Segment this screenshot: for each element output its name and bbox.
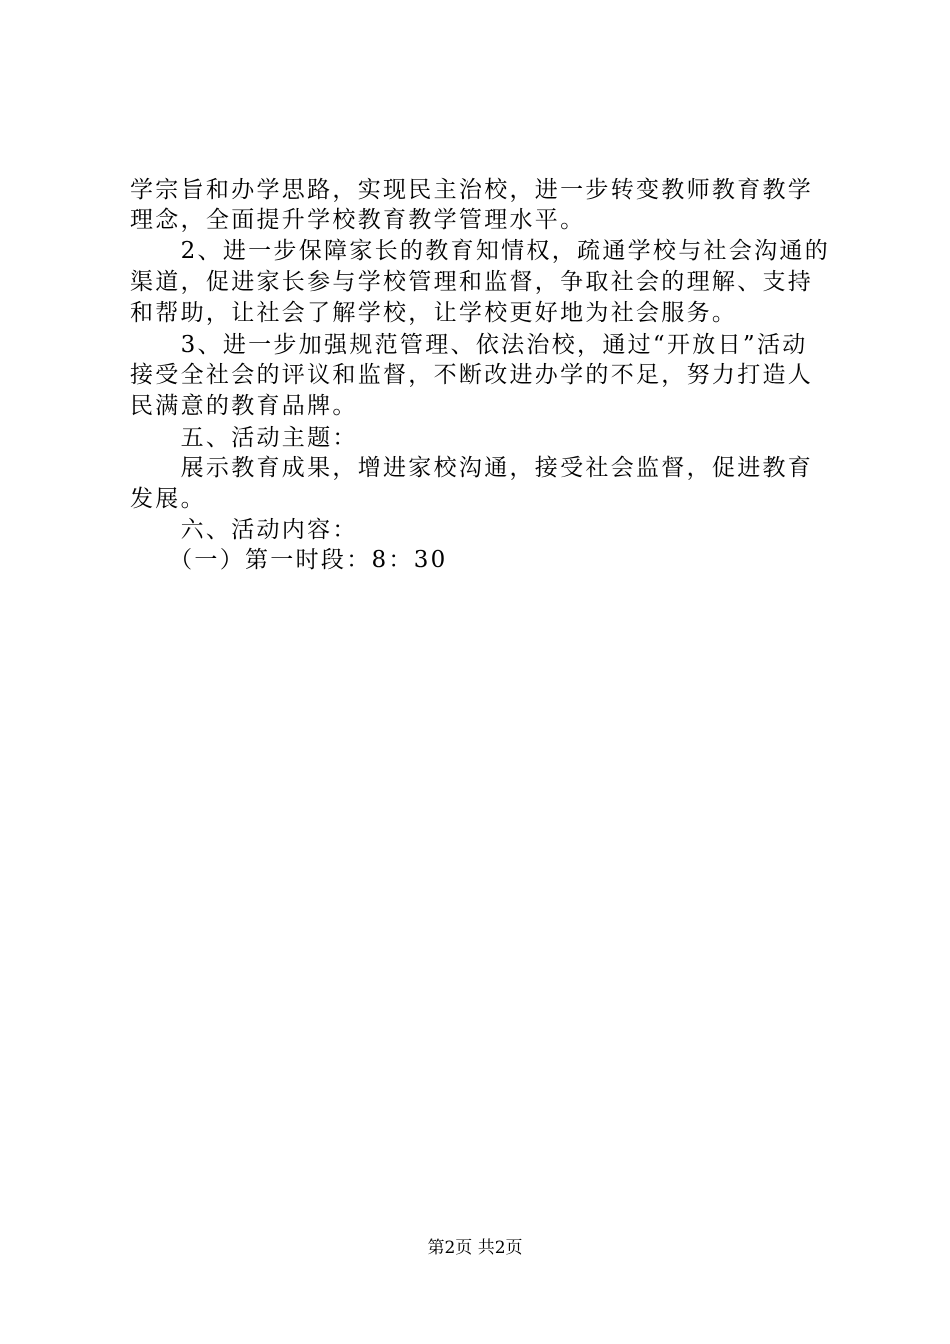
body-text-line: 和帮助，让社会了解学校，让学校更好地为社会服务。 <box>130 300 738 326</box>
body-text-line: 2、进一步保障家长的教育知情权，疏通学校与社会沟通的 <box>130 238 831 264</box>
body-text-line: 民满意的教育品牌。 <box>130 393 358 419</box>
subsection-heading: （一）第一时段：8：30 <box>130 547 448 573</box>
body-text-line: 展示教育成果，增进家校沟通，接受社会监督，促进教育 <box>130 455 814 481</box>
body-text-line: 渠道，促进家长参与学校管理和监督，争取社会的理解、支持 <box>130 269 814 295</box>
section-heading: 五、活动主题： <box>130 425 358 451</box>
body-text-line: 3、进一步加强规范管理、依法治校，通过“开放日”活动 <box>130 332 808 358</box>
body-text-line: 发展。 <box>130 486 206 512</box>
body-text-line: 接受全社会的评议和监督，不断改进办学的不足，努力打造人 <box>130 362 814 388</box>
page-number-footer: 第2页 共2页 <box>427 1238 523 1258</box>
body-text-line: 学宗旨和办学思路，实现民主治校，进一步转变教师教育教学 <box>130 177 814 203</box>
section-heading: 六、活动内容： <box>130 517 358 543</box>
body-text-line: 理念，全面提升学校教育教学管理水平。 <box>130 207 586 233</box>
